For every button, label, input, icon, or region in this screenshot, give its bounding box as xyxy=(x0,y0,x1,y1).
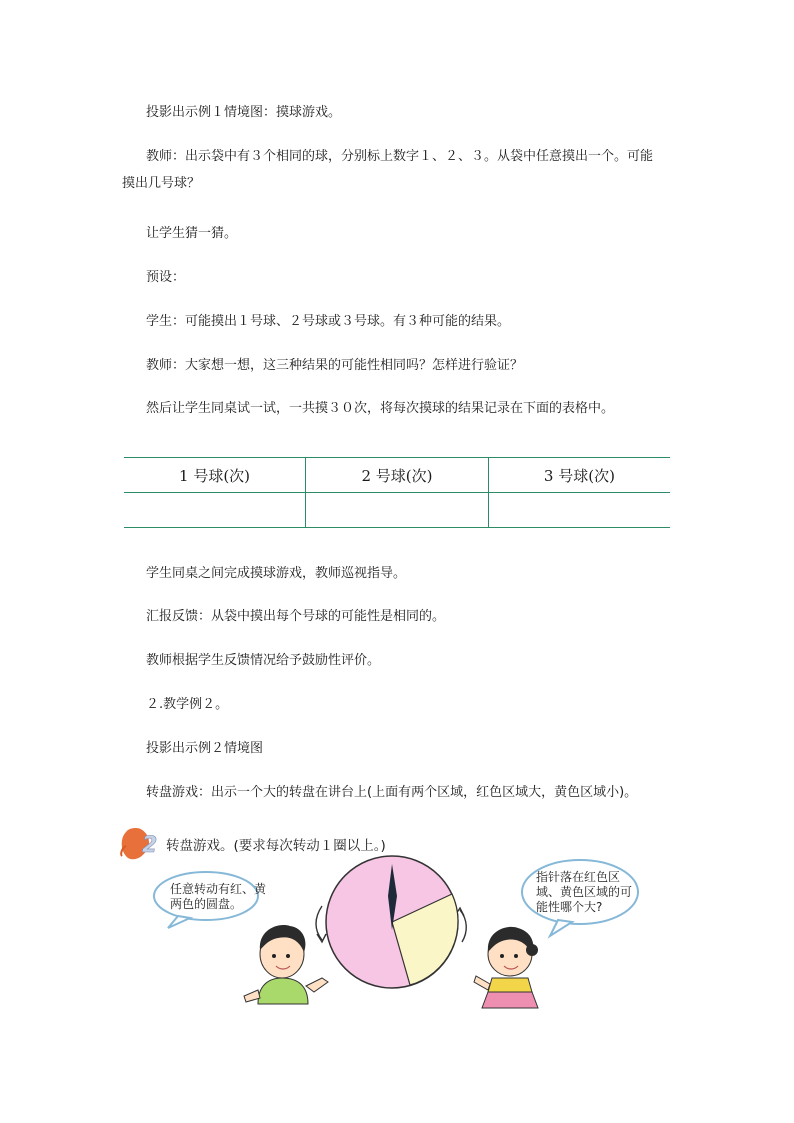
girl-speech-line: 指针落在红色区 xyxy=(536,870,621,884)
figure-title: 转盘游戏。(要求每次转动１圈以上。) xyxy=(166,838,386,854)
spinner-illustration xyxy=(118,826,678,1016)
table-cell xyxy=(306,493,489,528)
table-cell xyxy=(488,493,670,528)
girl-character-icon xyxy=(474,927,538,1008)
paragraph-3: 让学生猜一猜。 xyxy=(146,226,238,241)
paragraph-13: 转盘游戏：出示一个大的转盘在讲台上(上面有两个区域，红色区域大，黄色区域小)。 xyxy=(146,785,638,800)
table-cell xyxy=(124,493,306,528)
table-header-row xyxy=(124,458,670,493)
table-header-cell: 2 号球(次) xyxy=(306,458,489,493)
table-header-cell: 3 号球(次) xyxy=(488,458,670,493)
example-badge-icon xyxy=(121,828,157,859)
paragraph-9: 汇报反馈：从袋中摸出每个号球的可能性是相同的。 xyxy=(146,609,446,624)
spinner-scene xyxy=(118,826,678,1016)
paragraph-11: ２.教学例２。 xyxy=(146,697,229,712)
spinner-disc xyxy=(326,856,458,988)
paragraph-7: 然后让学生同桌试一试，一共摸３０次，将每次摸球的结果记录在下面的表格中。 xyxy=(146,401,615,416)
girl-speech-text xyxy=(536,870,632,915)
paragraph-6: 教师：大家想一想，这三种结果的可能性相同吗？怎样进行验证？ xyxy=(146,358,524,373)
boy-speech-line: 任意转动有红、黄 xyxy=(170,882,267,896)
table-header-cell: 1 号球(次) xyxy=(179,466,251,485)
paragraph-5: 学生：可能摸出１号球、２号球或３号球。有３种可能的结果。 xyxy=(146,314,511,329)
badge-number: 2 xyxy=(142,833,158,858)
paragraph-4: 预设： xyxy=(146,270,186,285)
boy-speech-text xyxy=(170,882,266,912)
paragraph-2: 教师：出示袋中有３个相同的球，分别标上数字１、２、３。从袋中任意摸出一个。可能 xyxy=(146,149,654,164)
girl-speech-line: 能性哪个大? xyxy=(536,900,603,914)
tally-table xyxy=(124,457,670,528)
paragraph-10: 教师根据学生反馈情况给予鼓励性评价。 xyxy=(146,653,381,668)
table-row xyxy=(124,493,670,528)
girl-speech-line: 域、黄色区域的可 xyxy=(536,885,633,899)
paragraph-1: 投影出示例１情境图：摸球游戏。 xyxy=(146,105,342,120)
paragraph-12: 投影出示例２情境图 xyxy=(146,741,264,756)
boy-speech-line: 两色的圆盘。 xyxy=(170,897,243,911)
paragraph-8: 学生同桌之间完成摸球游戏，教师巡视指导。 xyxy=(146,566,407,581)
paragraph-2-cont: 摸出几号球？ xyxy=(122,176,201,191)
boy-character-icon xyxy=(244,925,328,1004)
